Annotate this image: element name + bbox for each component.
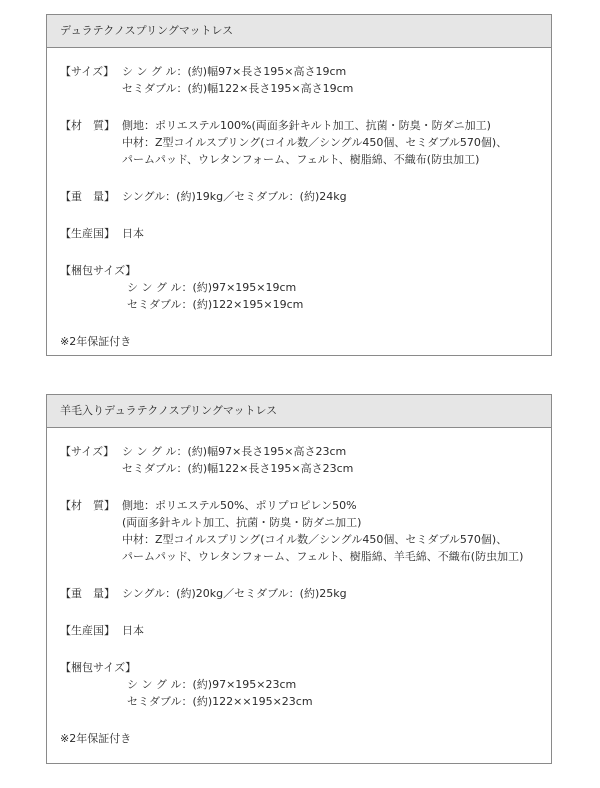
weight-line: シングル：(約)19kg／セミダブル：(約)24kg xyxy=(122,190,347,203)
product-spec-box-1 xyxy=(46,14,552,356)
weight-row xyxy=(60,188,551,205)
package-section xyxy=(60,659,551,710)
spec-body xyxy=(47,428,551,747)
spec-body xyxy=(47,48,551,350)
weight-line: シングル：(約)20kg／セミダブル：(約)25kg xyxy=(122,587,347,600)
origin-label: 【生産国】 xyxy=(60,227,115,240)
material-line: パームパッド、ウレタンフォーム、フェルト、樹脂綿、羊毛綿、不織布(防虫加工) xyxy=(122,550,524,563)
product-spec-box-2 xyxy=(46,394,552,764)
package-section xyxy=(60,262,551,313)
origin-label: 【生産国】 xyxy=(60,624,115,637)
material-line: 側地：ポリエステル50%、ポリプロピレン50% xyxy=(122,499,357,512)
package-label: 【梱包サイズ】 xyxy=(60,661,137,674)
product-title: デュラテクノスプリングマットレス xyxy=(47,15,551,48)
package-line: セミダブル：(約)122×195×19cm xyxy=(127,298,304,311)
package-line: セミダブル：(約)122××195×23cm xyxy=(127,695,313,708)
material-label: 【材 質】 xyxy=(60,499,115,512)
warranty-note: ※2年保証付き xyxy=(60,335,132,348)
size-row xyxy=(60,63,551,97)
size-label: 【サイズ】 xyxy=(60,445,115,458)
origin-row xyxy=(60,225,551,242)
package-line: シ ン グ ル：(約)97×195×19cm xyxy=(127,281,297,294)
origin-row xyxy=(60,622,551,639)
size-row xyxy=(60,443,551,477)
material-row xyxy=(60,117,551,168)
product-title: 羊毛入りデュラテクノスプリングマットレス xyxy=(47,395,551,428)
origin-value: 日本 xyxy=(122,624,144,637)
size-line: セミダブル：(約)幅122×長さ195×高さ23cm xyxy=(122,462,354,475)
origin-value: 日本 xyxy=(122,227,144,240)
size-label: 【サイズ】 xyxy=(60,65,115,78)
weight-row xyxy=(60,585,551,602)
size-line: シ ン グ ル：(約)幅97×長さ195×高さ23cm xyxy=(122,445,347,458)
package-label: 【梱包サイズ】 xyxy=(60,264,137,277)
weight-label: 【重 量】 xyxy=(60,190,115,203)
weight-label: 【重 量】 xyxy=(60,587,115,600)
size-line: セミダブル：(約)幅122×長さ195×高さ19cm xyxy=(122,82,354,95)
size-line: シ ン グ ル：(約)幅97×長さ195×高さ19cm xyxy=(122,65,347,78)
package-line: シ ン グ ル：(約)97×195×23cm xyxy=(127,678,297,691)
material-label: 【材 質】 xyxy=(60,119,115,132)
material-line: (両面多針キルト加工、抗菌・防臭・防ダニ加工) xyxy=(122,516,362,529)
material-row xyxy=(60,497,551,565)
warranty-note: ※2年保証付き xyxy=(60,732,132,745)
material-line: パームパッド、ウレタンフォーム、フェルト、樹脂綿、不織布(防虫加工) xyxy=(122,153,480,166)
material-line: 側地：ポリエステル100%(両面多針キルト加工、抗菌・防臭・防ダニ加工) xyxy=(122,119,491,132)
material-line: 中材：Z型コイルスプリング(コイル数／シングル450個、セミダブル570個)、 xyxy=(122,533,508,546)
material-line: 中材：Z型コイルスプリング(コイル数／シングル450個、セミダブル570個)、 xyxy=(122,136,508,149)
